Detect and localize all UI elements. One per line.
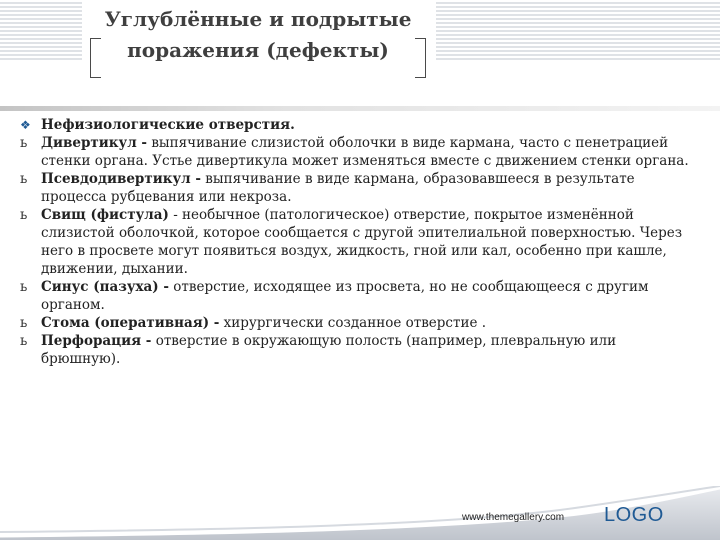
list-item — [20, 170, 692, 206]
item-term: Дивертикул - — [41, 135, 148, 151]
item-text: хирургически созданное отверстие . — [219, 315, 487, 331]
bullet-icon: ь — [20, 279, 28, 295]
title-divider — [0, 106, 720, 111]
bullet-icon: ь — [20, 315, 28, 331]
list-item — [20, 278, 692, 314]
list-item — [20, 134, 692, 170]
item-term: Перфорация - — [41, 333, 152, 349]
item-text: выпячивание в виде кармана, образовавшееся в результате процесса рубцевания или некроза. — [41, 171, 635, 205]
header-stripes-right — [436, 0, 720, 60]
content-list — [20, 116, 692, 368]
bullet-icon: ь — [20, 135, 28, 151]
item-text: выпячивание слизистой оболочки в виде кармана, часто с пенетрацией стенки органа. Устье дивертикула может изменяться вместе с движением стенки органа. — [41, 135, 689, 169]
bullet-icon: ь — [20, 171, 28, 187]
title-frame — [90, 4, 426, 72]
footer-website: www.themegallery.com — [462, 512, 565, 523]
list-item — [20, 314, 692, 332]
item-text: отверстие в окружающую полость (например, плевральную или брюшную). — [41, 333, 617, 367]
slide-title — [90, 4, 426, 66]
list-item — [20, 206, 692, 278]
title-line-2: поражения (дефекты) — [127, 38, 389, 62]
bullet-icon: ь — [20, 207, 28, 223]
item-text: - необычное (патологическое) отверстие, покрытое изменённой слизистой оболочкой, которое сообщается с другой эпителиальной поверхностью. Через него в просвете могут появиться воздух, жидкость, гной или кал, особенно при кашле, движении, дыхании. — [41, 207, 683, 277]
item-term: Нефизиологические отверстия. — [41, 117, 295, 133]
diamond-bullet-icon: ❖ — [20, 118, 31, 132]
item-term: Псевдодивертикул - — [41, 171, 201, 187]
title-line-1: Углублённые и подрытые — [104, 7, 412, 31]
item-term: Стома (оперативная) - — [41, 315, 220, 331]
list-item — [20, 332, 692, 368]
item-term: Синус (пазуха) - — [41, 279, 169, 295]
list-item-heading — [20, 116, 692, 134]
header-stripes-left — [0, 0, 82, 60]
item-text: отверстие, исходящее из просвета, но не сообщающееся с другим органом. — [41, 279, 649, 313]
item-term: Свищ (фистула) — [41, 207, 169, 223]
bullet-icon: ь — [20, 333, 28, 349]
footer-logo: LOGO — [604, 504, 664, 526]
